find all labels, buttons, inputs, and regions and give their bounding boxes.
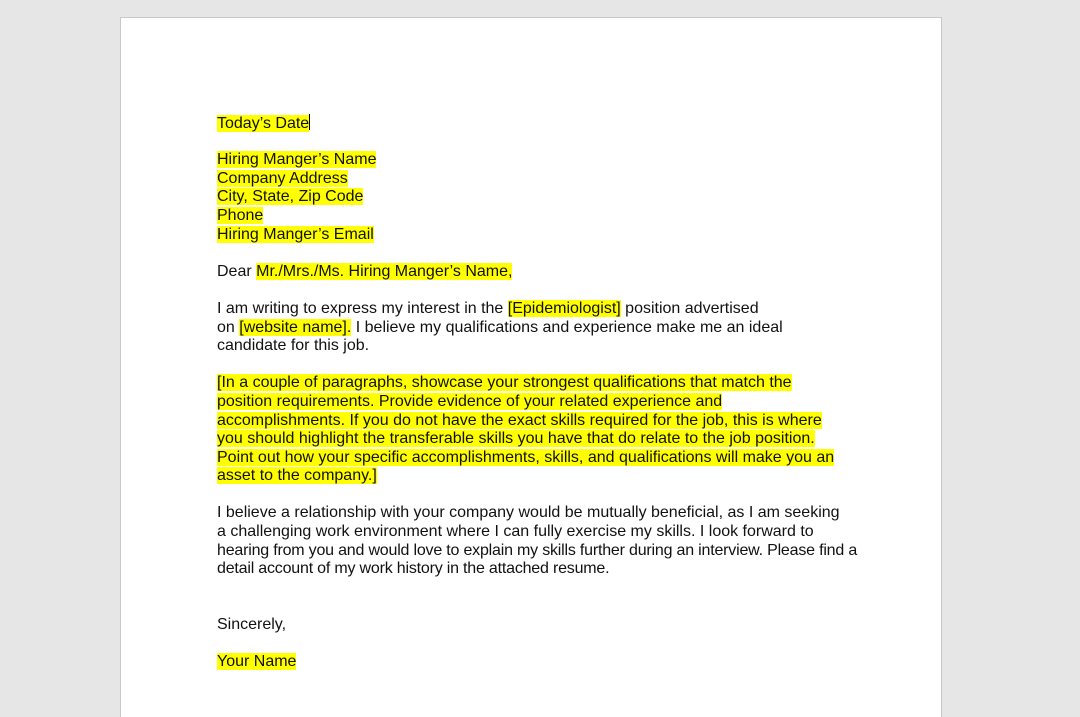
date-line bbox=[217, 114, 857, 133]
website-placeholder: [website name]. bbox=[239, 318, 352, 336]
intro-line-2 bbox=[217, 319, 857, 338]
body-placeholder-line: you should highlight the transferable skills you have that do relate to the job position. bbox=[217, 430, 815, 448]
date-placeholder: Today’s Date bbox=[217, 115, 310, 132]
signature-placeholder: Your Name bbox=[217, 653, 297, 671]
intro-text-1b: position advertised bbox=[620, 299, 759, 317]
salutation-prefix: Dear bbox=[217, 262, 257, 280]
recipient-phone: Phone bbox=[217, 206, 264, 224]
salutation-name: Mr./Mrs./Ms. Hiring Manger’s Name, bbox=[256, 262, 513, 280]
recipient-city-line bbox=[217, 188, 857, 207]
recipient-name-line bbox=[217, 151, 857, 170]
intro-text-2a: on bbox=[217, 318, 240, 336]
recipient-address: Company Address bbox=[217, 169, 348, 187]
body-placeholder-line: asset to the company.] bbox=[217, 467, 377, 485]
recipient-name: Hiring Manger’s Name bbox=[217, 151, 377, 169]
closing-paragraph-line: a challenging work environment where I can fully exercise my skills. I look forward to bbox=[217, 523, 814, 541]
intro-text-3: candidate for this job. bbox=[217, 337, 370, 355]
intro-text-1a: I am writing to express my interest in the bbox=[217, 299, 508, 317]
signature-line bbox=[217, 653, 857, 672]
recipient-email: Hiring Manger’s Email bbox=[217, 225, 374, 243]
letter-body[interactable] bbox=[217, 114, 857, 672]
recipient-address-line bbox=[217, 170, 857, 189]
recipient-phone-line bbox=[217, 207, 857, 226]
recipient-email-line bbox=[217, 226, 857, 245]
signoff: Sincerely, bbox=[217, 615, 287, 633]
body-placeholder-line: position requirements. Provide evidence of your related experience and bbox=[217, 392, 723, 410]
closing-paragraph-line: I believe a relationship with your company would be mutually beneficial, as I am seeking bbox=[217, 504, 840, 522]
closing-paragraph-line: detail account of my work history in the attached resume. bbox=[217, 560, 610, 578]
position-placeholder: [Epidemiologist] bbox=[507, 299, 621, 317]
intro-line-1 bbox=[217, 300, 857, 319]
recipient-city: City, State, Zip Code bbox=[217, 188, 364, 206]
closing-paragraph-line: hearing from you and would love to explain my skills further during an interview. Please find a bbox=[217, 541, 858, 559]
text-cursor bbox=[309, 114, 310, 130]
body-placeholder-line: [In a couple of paragraphs, showcase your strongest qualifications that match the bbox=[217, 374, 792, 392]
document-page bbox=[120, 17, 942, 717]
intro-line-3 bbox=[217, 337, 857, 356]
body-placeholder-line: accomplishments. If you do not have the exact skills required for the job, this is where bbox=[217, 411, 822, 429]
body-placeholder-line: Point out how your specific accomplishments, skills, and qualifications will make you an bbox=[217, 448, 835, 466]
intro-text-2b: I believe my qualifications and experience make me an ideal bbox=[351, 318, 783, 336]
salutation-line bbox=[217, 263, 857, 282]
